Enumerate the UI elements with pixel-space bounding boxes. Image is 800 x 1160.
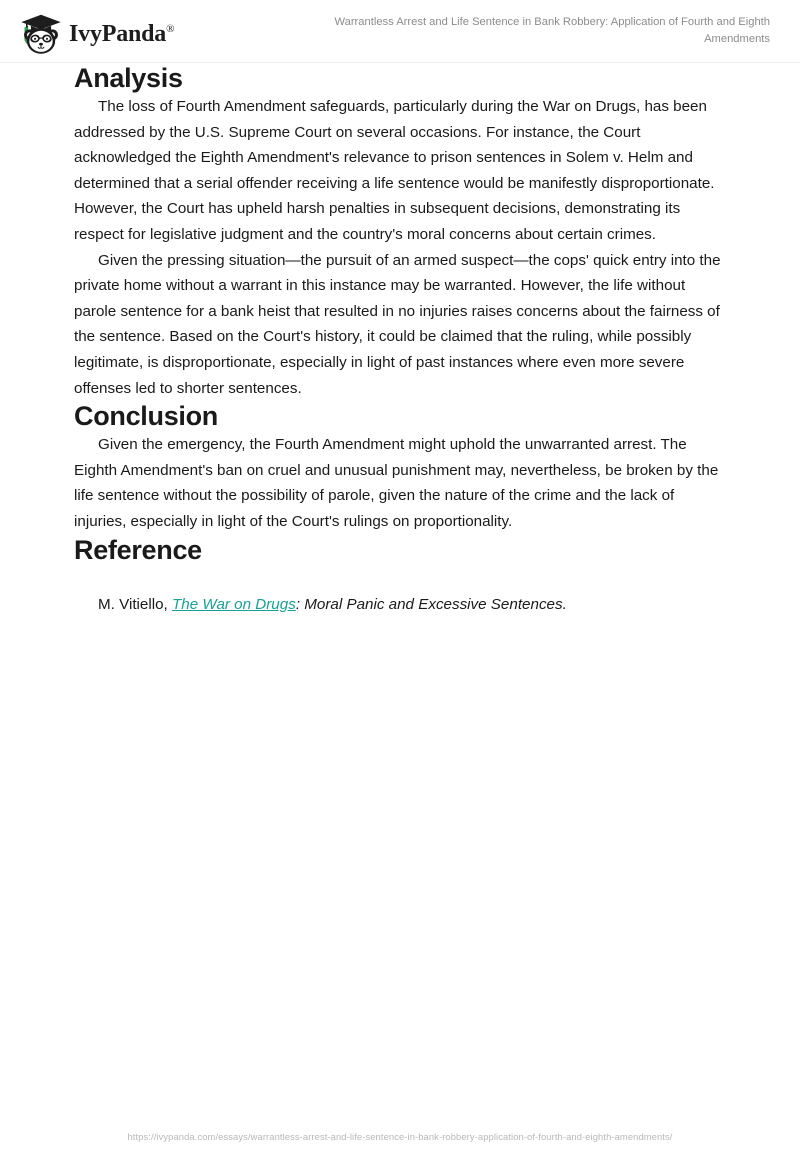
heading-conclusion: Conclusion [74,401,218,432]
page-footer [0,1112,800,1160]
analysis-paragraph-1: The loss of Fourth Amendment safeguards, particularly during the War on Drugs, has been addressed by the U.S. Supreme Court on several occasions. For instance, the Court acknowledged the Eighth Amendment's relevance to prison sentences in Solem v. Helm and determined that a serial offender receiving a life sentence would be manifestly disproportionate. However, the Court has upheld harsh penalties in subsequent decisions, demonstrating its respect for legislative judgment and the country's moral concerns about certain crimes. [74,98,715,244]
page-header [0,0,800,63]
analysis-paragraph-2: Given the pressing situation—the pursuit of an armed suspect—the cops' quick entry into the private home without a warrant in this instance may be warranted. However, the life without parole sentence for a bank heist that resulted in no injuries raises concerns about the fairness of the sentence. Based on the Court's history, it could be claimed that the ruling, while possibly legitimate, is disproportionate, especially in light of past instances where even more severe offenses led to shorter sentences. [74,251,721,397]
brand-name-text: IvyPanda [69,21,167,47]
heading-analysis: Analysis [74,63,183,93]
footer-source-url: https://ivypanda.com/essays/warrantless-arrest-and-life-sentence-in-bank-robbery-application-of-fourth-and-eighth-amendments/ [127,1130,673,1142]
heading-reference: Reference [74,534,202,565]
panda-graduate-logo-icon [18,12,64,56]
reference-entry [74,592,722,618]
header-document-title: Warrantless Arrest and Life Sentence in Bank Robbery: Application of Fourth and Eighth Amendments [334,16,770,45]
reference-title-link[interactable]: The War on Drugs [172,595,296,613]
reference-author: M. Vitiello, [98,595,172,613]
brand-logo[interactable] [0,0,268,56]
conclusion-paragraph-1: Given the emergency, the Fourth Amendment might uphold the unwarranted arrest. The Eighth Amendment's ban on cruel and unusual punishment may, nevertheless, be broken by the life sentence without the possibility of parole, given the nature of the crime and the lack of injuries, especially in light of the Court's rulings on proportionality. [74,436,719,530]
registered-trademark-icon: ® [166,23,175,35]
document-content [0,63,800,617]
brand-name [69,22,174,46]
reference-subtitle: : Moral Panic and Excessive Sentences. [295,595,567,613]
